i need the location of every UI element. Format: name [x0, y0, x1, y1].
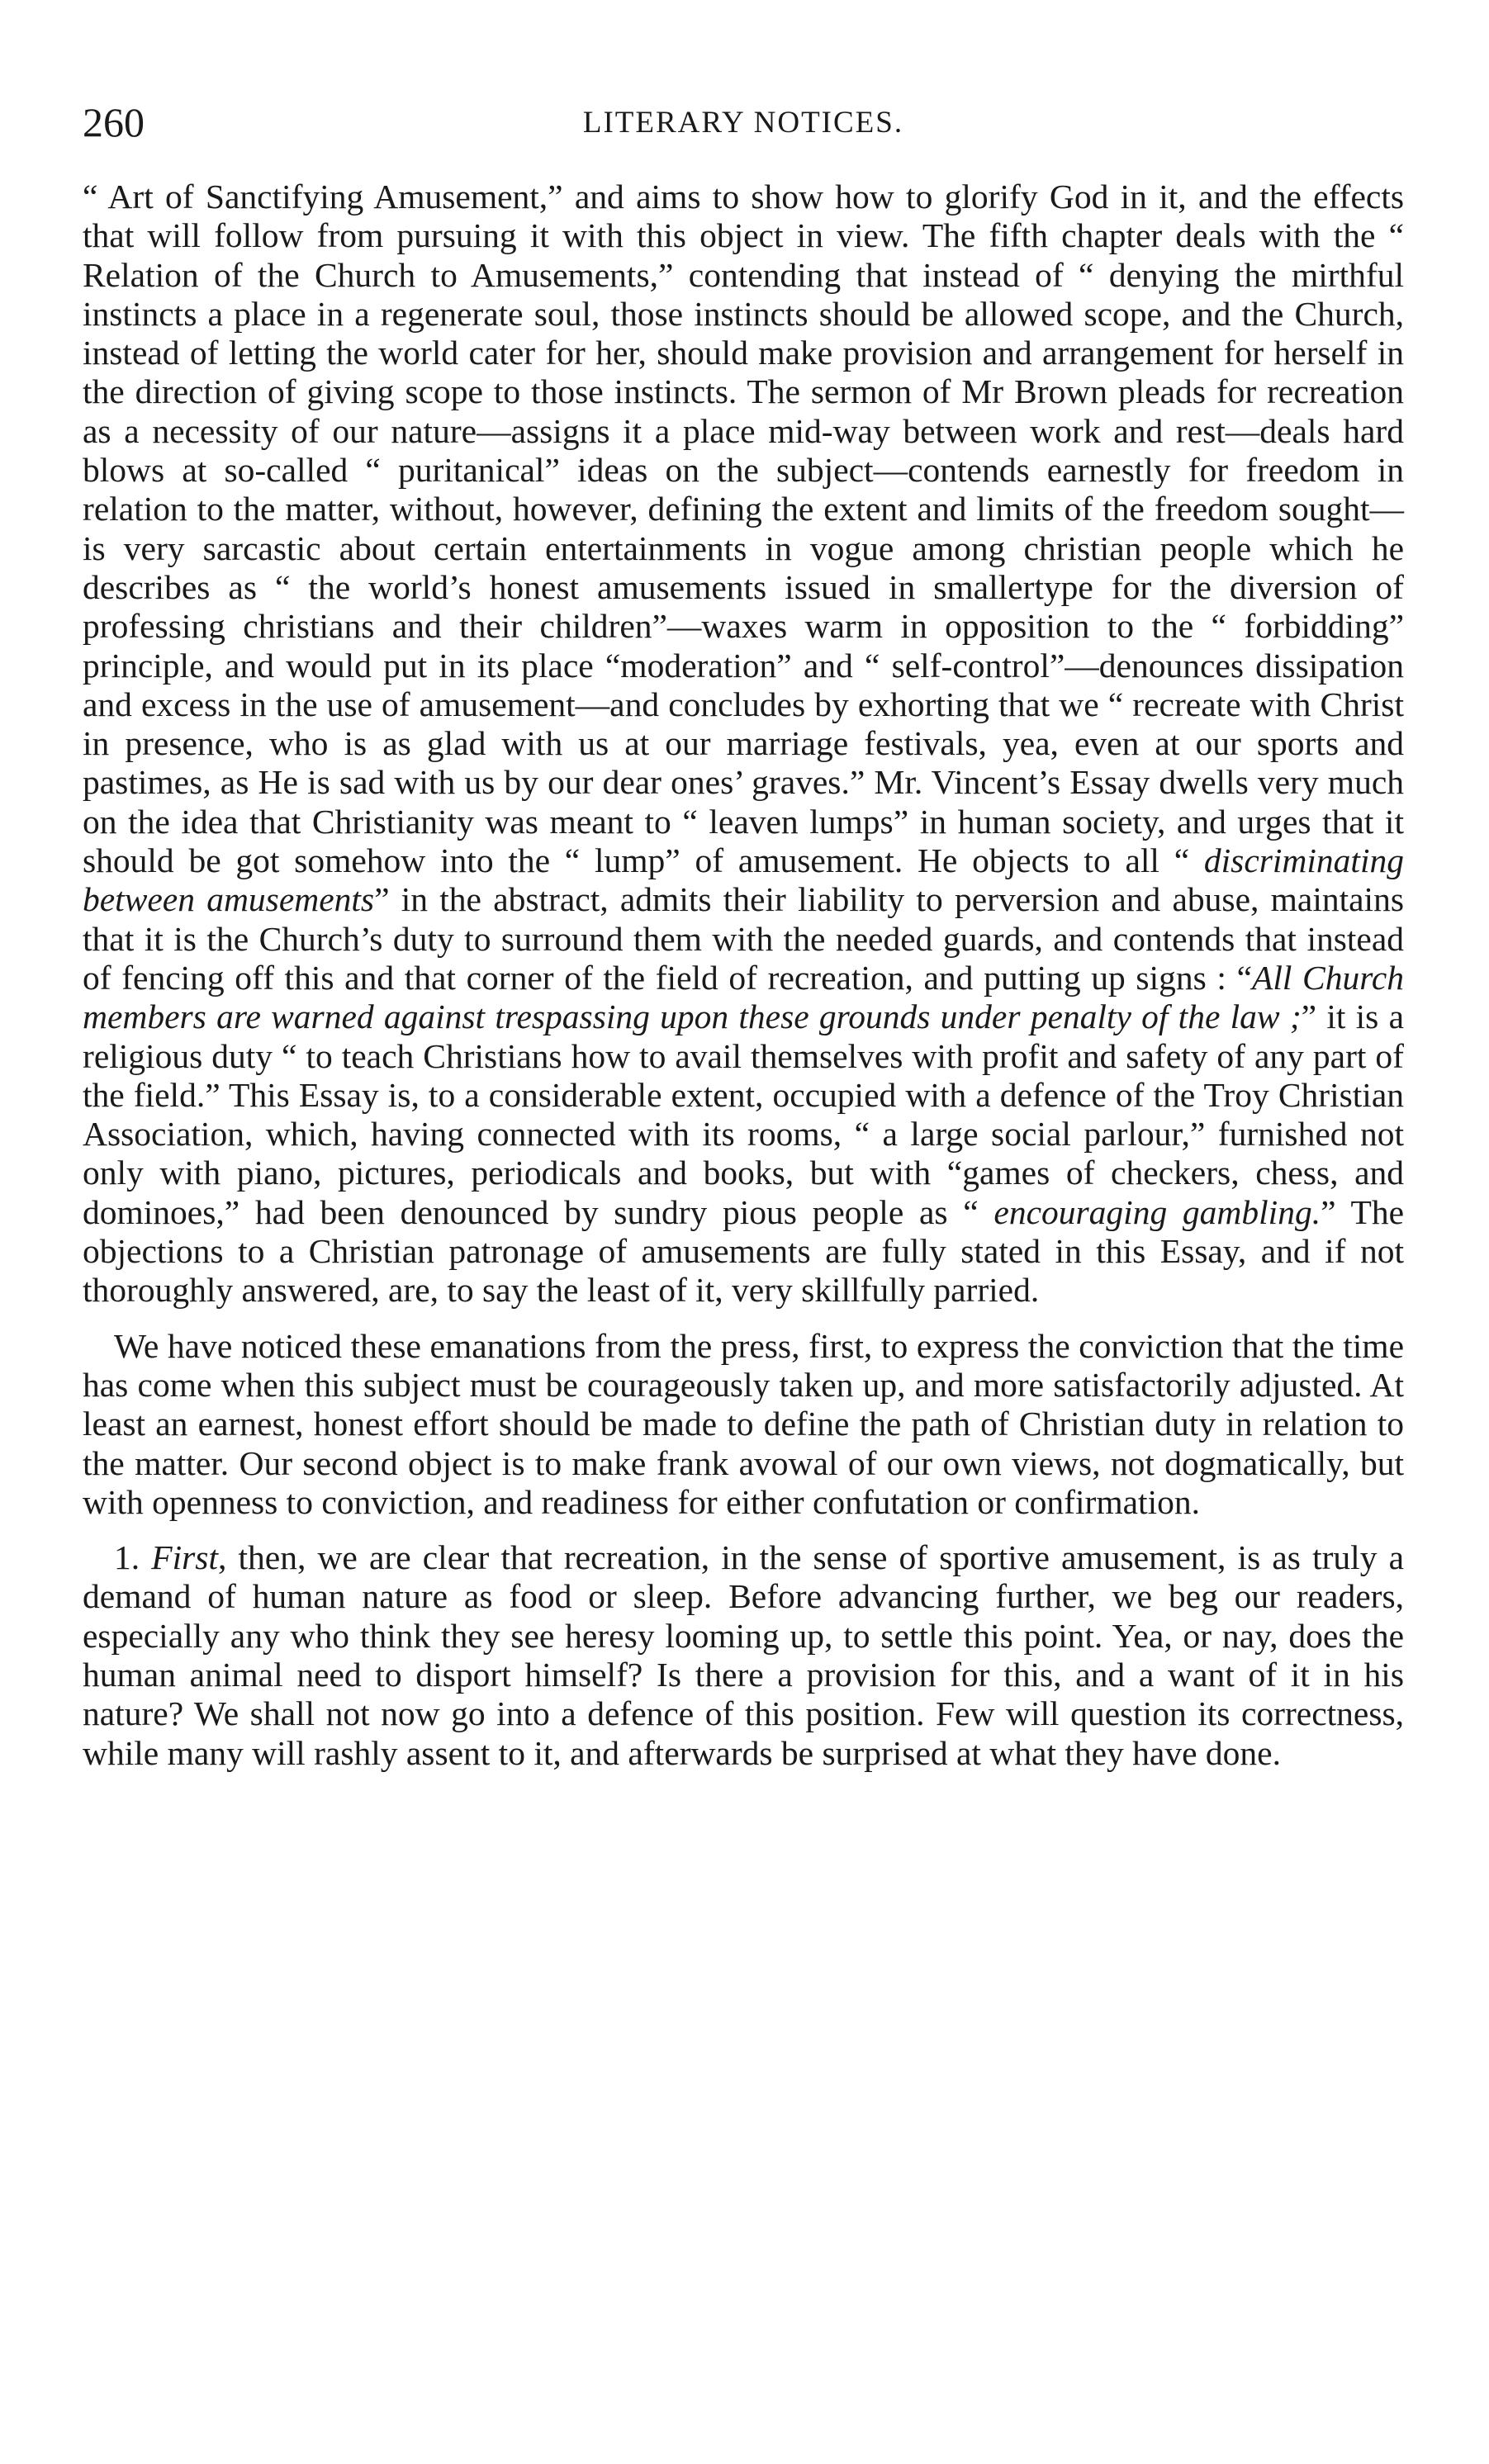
paragraph-2: We have noticed these emanations from the press, first, to express the conviction that the time has come when this subject must be courageously taken up, and more satisfactorily adjusted. At least an earnest, honest effort should be made to define the path of Christian duty in relation to the matter. Our second object is to make frank avowal of our own views, not dogmatically, but with openness to conviction, and readiness for either confutation or confirmation. — [83, 1326, 1404, 1521]
paragraph-1-text-c: ” it is a religious duty “ to teach Christians how to avail themselves with profit and safety of any part of the field.” This Essay is, to a considerable extent, occupied with a defence of the Troy Christian Association, which, having connected with its rooms, “ a large social parlour,” furnished not only with piano, pictures, periodicals and books, but with “games of checkers, chess, and dominoes,” had been denounced by sundry pious people as “ — [83, 997, 1404, 1231]
paragraph-1-text-d: ” The objections to a Christian patronage of amusements are fully stated in this Essay, and if not thoroughly answered, are, to say the least of it, very skillfully parried. — [83, 1192, 1404, 1310]
paragraph-3-text: , then, we are clear that recreation, in the sense of sportive amusement, is as truly a demand of human nature as food or sleep. Before advancing further, we beg our readers, especially any who think they see heresy looming up, to settle this point. Yea, or nay, does the human animal need to disport himself? Is there a provision for this, and a want of it in his nature? We shall not now go into a defence of this position. Few will question its correctness, while many will rashly assent to it, and afterwards be surprised at what they have done. — [83, 1538, 1405, 1772]
page-header — [83, 97, 1404, 147]
paragraph-1-text-a: “ Art of Sanctifying Amusement,” and aims to show how to glorify God in it, and the effects that will follow from pursuing it with this object in view. The fifth chapter deals with the “ Relation of the Church to Amusements,” contending that instead of “ denying the mirthful instincts a place in a regenerate soul, those instincts should be allowed scope, and the Church, instead of letting the world cater for her, should make provision and arrangement for herself in the direction of giving scope to those instincts. The sermon of Mr Brown pleads for recreation as a necessity of our nature—assigns it a place mid-way between work and rest—deals hard blows at so-called “ puritanical” ideas on the subject—contends earnestly for freedom in relation to the matter, without, however, defining the extent and limits of the freedom sought—is very sarcastic about certain entertainments in vogue among christian people which he describes as “ the world’s honest amusements issued in smallertype for the diversion of professing christians and their children”—waxes warm in opposition to the “ forbidding” principle, and would put in its place “moderation” and “ self-control”—denounces dissipation and excess in the use of amusement—and concludes by exhorting that we “ recreate with Christ in presence, who is as glad with us at our marriage festivals, yea, even at our sports and pastimes, as He is sad with us by our dear ones’ graves.” Mr. Vincent’s Essay dwells very much on the idea that Christianity was meant to “ leaven lumps” in human society, and urges that it should be got somehow into the “ lump” of amusement. He objects to all “ — [83, 178, 1404, 880]
paragraph-1-italic-b: All Church members are warned against trespassing upon these grounds under penalty of the law ; — [83, 958, 1405, 1036]
paragraph-3-italic-first: First — [151, 1538, 218, 1577]
paragraph-3 — [83, 1538, 1404, 1773]
page-number: 260 — [83, 99, 145, 145]
paragraph-3-number: 1. — [114, 1538, 152, 1577]
running-head: LITERARY NOTICES. — [582, 106, 904, 140]
paragraph-1-italic-c: encouraging gambling. — [993, 1192, 1321, 1231]
body-text — [83, 178, 1404, 1773]
paragraph-1-text-b: ” in the abstract, admits their liability to perversion and abuse, maintains that it is the Church’s duty to surround them with the needed guards, and contends that instead of fencing off this and that corner of the field of recreation, and putting up signs : “ — [83, 880, 1404, 997]
paragraph-1-italic-a: discriminating between amusements — [83, 841, 1404, 919]
paragraph-1 — [83, 178, 1404, 1310]
